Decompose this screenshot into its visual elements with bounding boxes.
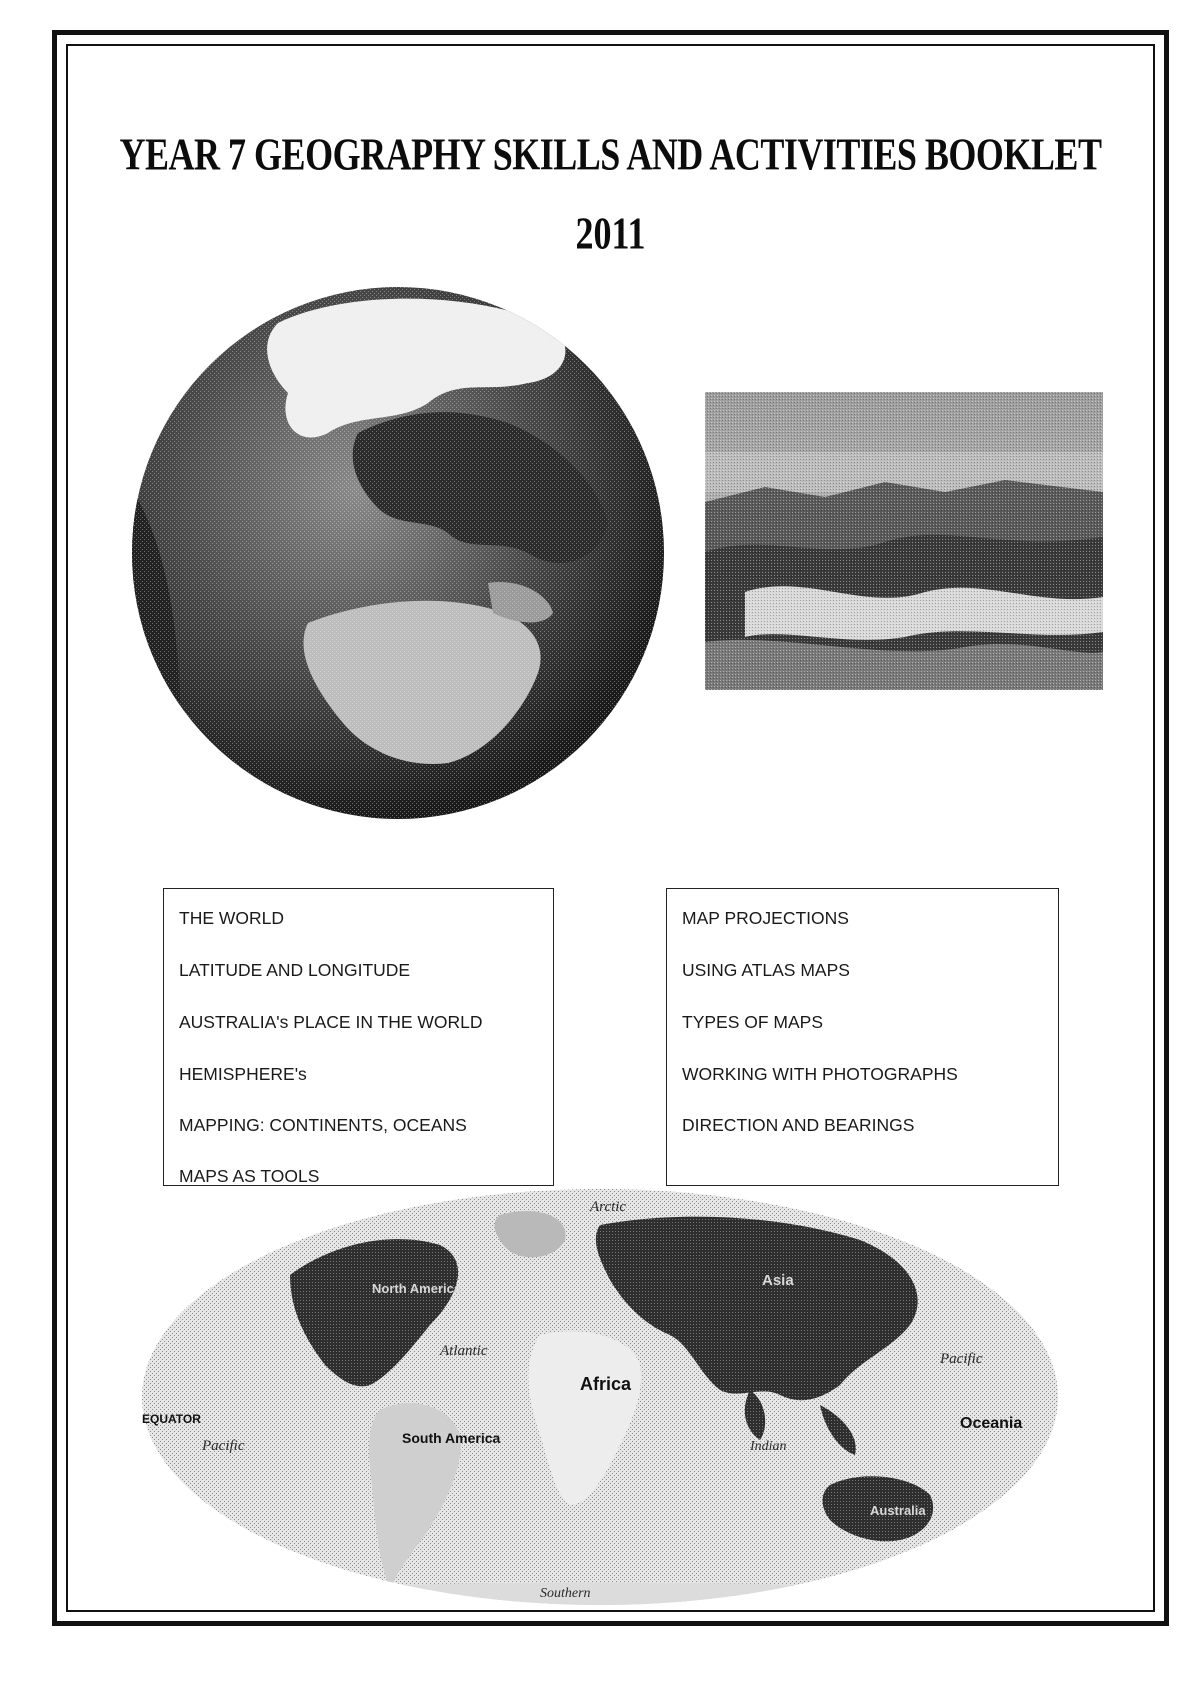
- topic-item: AUSTRALIA's PLACE IN THE WORLD: [179, 1012, 483, 1032]
- label-equator: EQUATOR: [142, 1412, 201, 1426]
- landscape-photo: [705, 392, 1103, 690]
- topic-item: LATITUDE AND LONGITUDE: [179, 960, 411, 980]
- label-southern: Southern: [540, 1586, 591, 1601]
- booklet-year: 2011: [575, 208, 646, 259]
- topic-item: WORKING WITH PHOTOGRAPHS: [682, 1064, 958, 1084]
- topic-item: USING ATLAS MAPS: [682, 960, 850, 980]
- world-map: [140, 1185, 1060, 1610]
- label-australia: Australia: [870, 1503, 926, 1518]
- label-oceania: Oceania: [960, 1415, 1023, 1432]
- label-arctic: Arctic: [590, 1199, 627, 1215]
- label-pacific-west: Pacific: [202, 1438, 245, 1454]
- topic-item: HEMISPHERE's: [179, 1064, 307, 1084]
- topic-item: MAPPING: CONTINENTS, OCEANS: [179, 1115, 467, 1135]
- topic-item: THE WORLD: [179, 908, 284, 928]
- label-pacific-east: Pacific: [940, 1351, 983, 1367]
- globe-image: [128, 283, 668, 823]
- topic-item: MAP PROJECTIONS: [682, 908, 849, 928]
- topic-item: TYPES OF MAPS: [682, 1012, 823, 1032]
- label-indian: Indian: [750, 1439, 787, 1454]
- booklet-title: YEAR 7 GEOGRAPHY SKILLS AND ACTIVITIES BOOKLET: [119, 129, 1102, 180]
- label-africa: Africa: [580, 1374, 632, 1394]
- label-north-america: North America: [372, 1281, 462, 1296]
- topic-item: MAPS AS TOOLS: [179, 1166, 320, 1186]
- label-south-america: South America: [402, 1430, 501, 1446]
- label-asia: Asia: [762, 1272, 794, 1289]
- topics-box-left: [163, 888, 554, 1186]
- topic-item: DIRECTION AND BEARINGS: [682, 1115, 915, 1135]
- label-atlantic: Atlantic: [440, 1343, 488, 1359]
- topics-box-right: [666, 888, 1059, 1186]
